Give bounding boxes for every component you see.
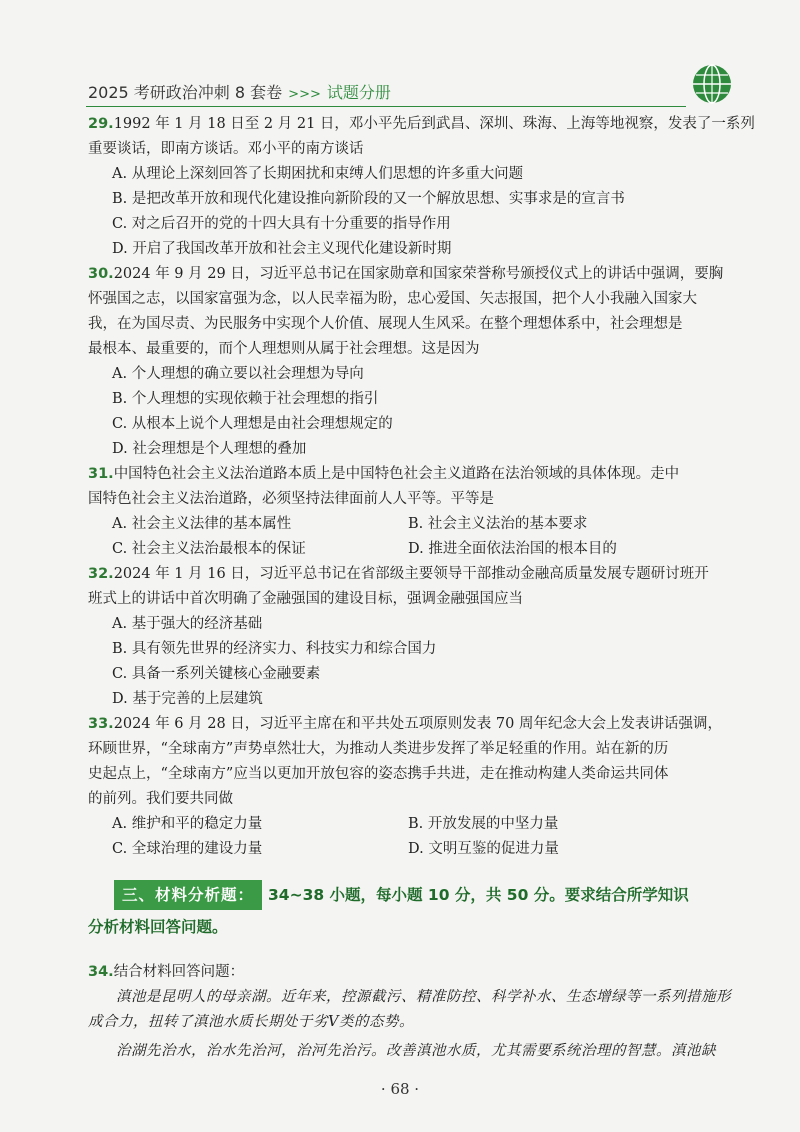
option-d[interactable]: D. 基于完善的上层建筑 xyxy=(112,691,263,707)
header-divider xyxy=(86,106,686,107)
option-a[interactable]: A. 基于强大的经济基础 xyxy=(112,616,263,632)
material-paragraph-2: 治湖先治水，治水先治河，治河先治污。改善滇池水质，尤其需要系统治理的智慧。滇池缺 xyxy=(116,1043,716,1059)
page-header xyxy=(86,74,726,108)
option-c[interactable]: C. 对之后召开的党的十四大具有十分重要的指导作用 xyxy=(112,216,451,232)
question-number: 29. xyxy=(88,116,114,132)
question-stem: 怀强国之志，以国家富强为念，以人民幸福为盼，忠心爱国、矢志报国，把个人小我融入国家大 xyxy=(88,291,697,307)
option-a[interactable]: A. 从理论上深刻回答了长期困扰和束缚人们思想的许多重大问题 xyxy=(112,166,524,182)
section-heading-line1: 三、材料分析题： 34~38 小题，每小题 10 分，共 50 分。要求结合所学知识 xyxy=(88,880,728,910)
option-a[interactable]: A. 维护和平的稳定力量 xyxy=(112,816,263,832)
question-stem: 最根本、最重要的，而个人理想则从属于社会理想。这是因为 xyxy=(88,341,480,357)
question-number: 31. xyxy=(88,466,114,482)
option-b[interactable]: B. 个人理想的实现依赖于社会理想的指引 xyxy=(112,391,379,407)
question-stem: 重要谈话，即南方谈话。邓小平的南方谈话 xyxy=(88,141,364,157)
section-heading-line2: 分析材料回答问题。 xyxy=(88,918,228,936)
question-stem: 33.2024 年 6 月 28 日，习近平主席在和平共处五项原则发表 70 周年纪念大会上发表讲话强调， xyxy=(88,716,722,732)
option-b[interactable]: B. 具有领先世界的经济实力、科技实力和综合国力 xyxy=(112,641,437,657)
material-paragraph-1: 滇池是昆明人的母亲湖。近年来，控源截污、精准防控、科学补水、生态增绿等一系列措施形 xyxy=(116,989,731,1005)
option-b[interactable]: B. 开放发展的中坚力量 xyxy=(408,816,559,832)
option-d[interactable]: D. 社会理想是个人理想的叠加 xyxy=(112,441,307,457)
option-c[interactable]: C. 社会主义法治最根本的保证 xyxy=(112,541,306,557)
question-number: 30. xyxy=(88,266,114,282)
question-number: 33. xyxy=(88,716,114,732)
option-row xyxy=(88,537,728,562)
option-d[interactable]: D. 文明互鉴的促进力量 xyxy=(408,841,559,857)
question-stem: 环顾世界，“全球南方”声势卓然壮大，为推动人类进步发挥了举足轻重的作用。站在新的历 xyxy=(88,741,669,757)
material-paragraph-1-cont: 成合力，扭转了滇池水质长期处于劣Ⅴ类的态势。 xyxy=(88,1014,414,1030)
question-number: 32. xyxy=(88,566,114,582)
option-a[interactable]: A. 社会主义法律的基本属性 xyxy=(112,516,292,532)
question-number: 34. xyxy=(88,964,114,980)
option-row xyxy=(88,512,728,537)
question-stem: 29.1992 年 1 月 18 日至 2 月 21 日，邓小平先后到武昌、深圳、珠海、上海等地视察，发表了一系列 xyxy=(88,116,755,132)
option-b[interactable]: B. 社会主义法治的基本要求 xyxy=(408,516,588,532)
question-stem: 的前列。我们要共同做 xyxy=(88,791,233,807)
question-stem: 31.中国特色社会主义法治道路本质上是中国特色社会主义道路在法治领域的具体体现。走中 xyxy=(88,466,680,482)
question-stem: 国特色社会主义法治道路，必须坚持法律面前人人平等。平等是 xyxy=(88,491,494,507)
question-prompt: 34.结合材料回答问题： xyxy=(88,964,245,980)
question-stem: 班式上的讲话中首次明确了金融强国的建设目标，强调金融强国应当 xyxy=(88,591,523,607)
question-34 xyxy=(88,960,731,1064)
section-heading xyxy=(88,880,728,942)
question-stem: 我，在为国尽责、为民服务中实现个人价值、展现人生风采。在整个理想体系中，社会理想是 xyxy=(88,316,683,332)
question-29 xyxy=(88,112,755,262)
option-d[interactable]: D. 开启了我国改革开放和社会主义现代化建设新时期 xyxy=(112,241,452,257)
header-title xyxy=(88,80,391,103)
option-a[interactable]: A. 个人理想的确立要以社会理想为导向 xyxy=(112,366,364,382)
option-c[interactable]: C. 从根本上说个人理想是由社会理想规定的 xyxy=(112,416,393,432)
question-31 xyxy=(88,462,728,562)
option-c[interactable]: C. 具备一系列关键核心金融要素 xyxy=(112,666,321,682)
option-c[interactable]: C. 全球治理的建设力量 xyxy=(112,841,263,857)
question-32 xyxy=(88,562,728,712)
option-row xyxy=(88,812,728,837)
page-content xyxy=(88,112,755,1064)
question-stem: 30.2024 年 9 月 29 日，习近平总书记在国家勋章和国家荣誉称号颁授仪式上的讲话中强调，要胸 xyxy=(88,266,724,282)
question-stem: 史起点上，“全球南方”应当以更加开放包容的姿态携手共进，走在推动构建人类命运共同体 xyxy=(88,766,669,782)
book-title: 2025 考研政治冲刺 8 套卷 xyxy=(88,83,283,102)
question-30 xyxy=(88,262,728,462)
page-number: · 68 · xyxy=(380,1080,420,1098)
header-subtitle: 试题分册 xyxy=(326,83,391,102)
question-33 xyxy=(88,712,728,862)
header-arrows: >>> xyxy=(288,87,321,102)
option-b[interactable]: B. 是把改革开放和现代化建设推向新阶段的又一个解放思想、实事求是的宣言书 xyxy=(112,191,625,207)
globe-logo-icon xyxy=(690,62,734,106)
question-stem: 32.2024 年 1 月 16 日，习近平总书记在省部级主要领导干部推动金融高质量发展专题研讨班开 xyxy=(88,566,709,582)
option-row xyxy=(88,837,728,862)
section-tag: 三、材料分析题： xyxy=(114,880,262,910)
option-d[interactable]: D. 推进全面依法治国的根本目的 xyxy=(408,541,617,557)
